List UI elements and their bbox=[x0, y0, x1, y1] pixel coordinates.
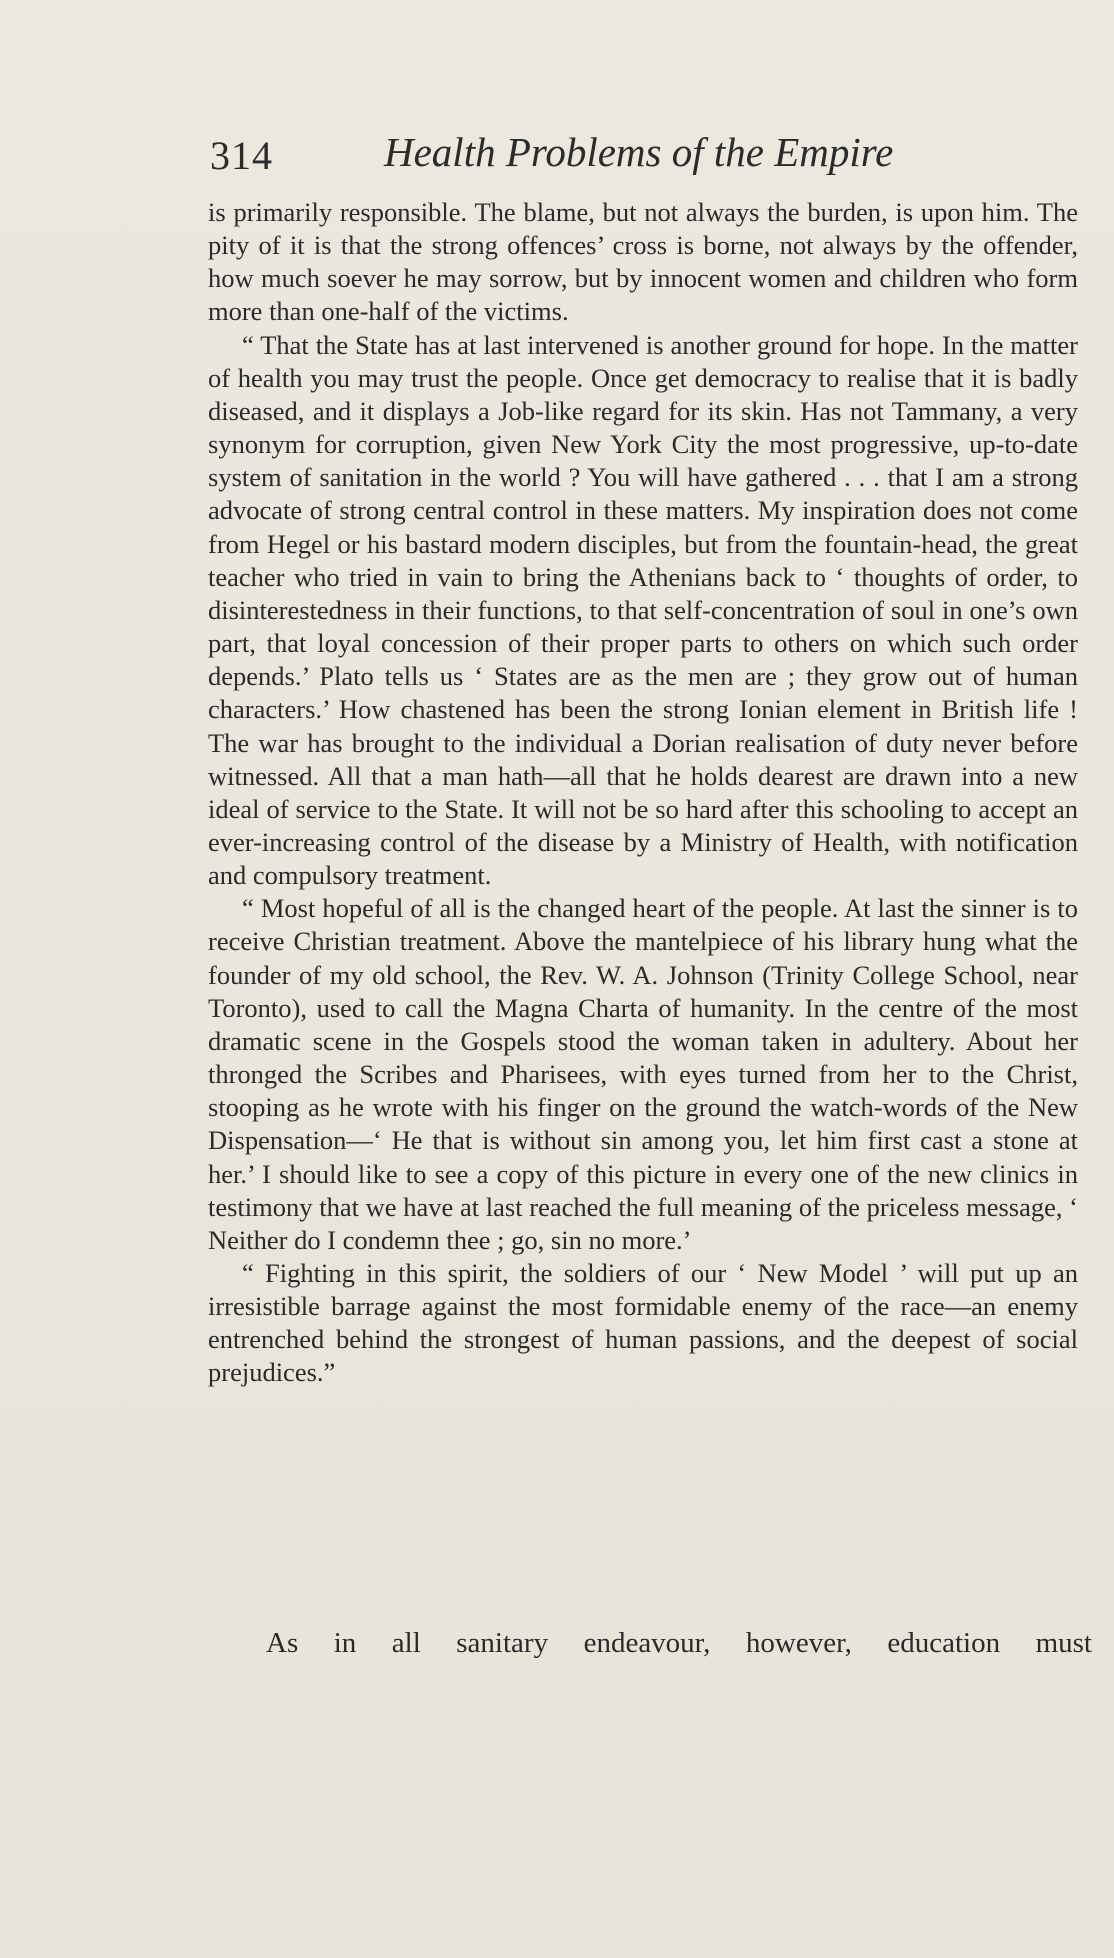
body-text bbox=[208, 196, 1078, 1390]
paragraph-changed-heart: “ Most hopeful of all is the changed heart of the people. At last the sinner is to receive Christian treatment. Above the mantelpiece of his library hung what the founder of my old school, the Rev. W. A. Johnson (Trinity College School, near Toronto), used to call the Magna Charta of humanity. In the centre of the most dramatic scene in the Gospels stood the woman taken in adultery. About her thronged the Scribes and Pharisees, with eyes turned from her to the Christ, stooping as he wrote with his finger on the ground the watch-words of the New Dispensation—‘ He that is without sin among you, let him first cast a stone at her.’ I should like to see a copy of this picture in every one of the new clinics in testimony that we have at last reached the full meaning of the priceless message, ‘ Neither do I condemn thee ; go, sin no more.’ bbox=[208, 893, 1078, 1255]
paragraph-education: As in all sanitary endeavour, however, education must bbox=[266, 1627, 1092, 1659]
paragraph-continuation: is primarily responsible. The blame, but not always the burden, is upon him. The pity of it is that the strong offences’ cross is borne, not always by the offender, how much soever he may sorrow, but by innocent women and children who form more than one-half of the victims. bbox=[208, 197, 1078, 327]
paragraph-new-model: “ Fighting in this spirit, the soldiers of our ‘ New Model ’ will put up an irresistible barrage against the most formidable enemy of the race—an enemy entrenched behind the strongest of human passions, and the deepest of social prejudices.” bbox=[208, 1258, 1078, 1388]
running-title: Health Problems of the Empire bbox=[384, 129, 894, 175]
page-number: 314 bbox=[210, 133, 273, 178]
running-head bbox=[210, 128, 1090, 188]
paragraph-state-intervention: “ That the State has at last intervened is another ground for hope. In the matter of health you may trust the people. Once get democracy to realise that it is badly diseased, and it displays a Job-like regard for its skin. Has not Tammany, a very synonym for corruption, given New York City the most progressive, up-to-date system of sanitation in the world ? You will have gathered . . . that I am a strong advocate of strong central control in these matters. My inspiration does not come from Hegel or his bastard modern disciples, but from the fountain-head, the great teacher who tried in vain to bring the Athenians back to ‘ thoughts of order, to disinterestedness in their functions, to that self-concentration of soul in one’s own part, that loyal concession of their proper parts to others on which such order depends.’ Plato tells us ‘ States are as the men are ; they grow out of human characters.’ How chastened has been the strong Ionian element in British life ! The war has brought to the individual a Dorian realisation of duty never before witnessed. All that a man hath—all that he holds dearest are drawn into a new ideal of service to the State. It will not be so hard after this schooling to accept an ever-increasing control of the disease by a Ministry of Health, with notification and compulsory treatment. bbox=[208, 329, 1078, 891]
